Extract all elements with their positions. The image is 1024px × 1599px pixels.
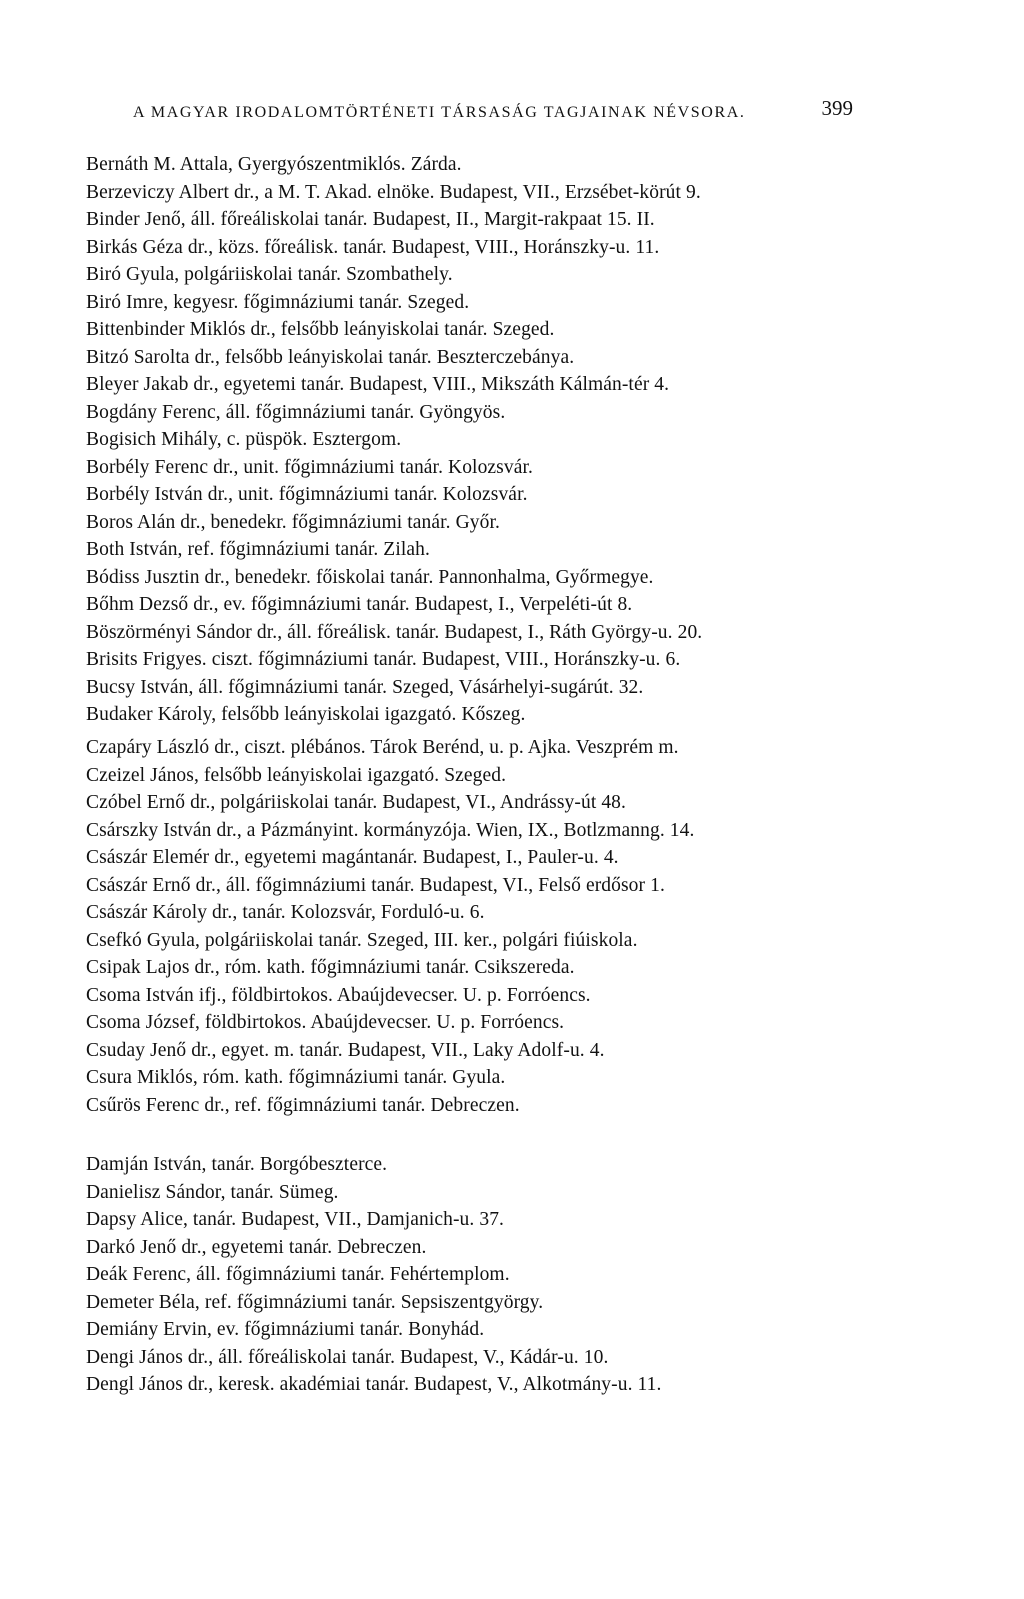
member-entry: Damján István, tanár. Borgóbeszterce. bbox=[86, 1154, 388, 1175]
member-entry: Csoma István ifj., földbirtokos. Abaújdevecser. U. p. Forróencs. bbox=[86, 984, 591, 1006]
member-entry: Csűrös Ferenc dr., ref. főgimnáziumi tanár. Debreczen. bbox=[86, 1094, 520, 1116]
member-entry: Bittenbinder Miklós dr., felsőbb leányiskolai tanár. Szeged. bbox=[86, 319, 555, 340]
page-number: 399 bbox=[821, 96, 853, 120]
member-entry: Birkás Géza dr., közs. főreálisk. tanár. Budapest, VIII., Horánszky-u. 11. bbox=[86, 236, 660, 258]
member-entry: Bernáth M. Attala, Gyergyószentmiklós. Zárda. bbox=[86, 154, 462, 175]
member-entry: Dengl János dr., keresk. akadémiai tanár. Budapest, V., Alkotmány-u. 11. bbox=[86, 1374, 662, 1395]
member-entry: Czeizel János, felsőbb leányiskolai igazgató. Szeged. bbox=[86, 764, 507, 786]
member-entry: Biró Gyula, polgáriiskolai tanár. Szombathely. bbox=[86, 264, 453, 285]
page-title: A MAGYAR IRODALOMTÖRTÉNETI TÁRSASÁG TAGJAINAK NÉVSORA. bbox=[133, 104, 746, 121]
member-entry: Binder Jenő, áll. főreáliskolai tanár. Budapest, II., Margit-rakpaat 15. II. bbox=[86, 209, 655, 230]
member-entry: Csuday Jenő dr., egyet. m. tanár. Budapest, VII., Laky Adolf-u. 4. bbox=[86, 1039, 605, 1061]
member-entry: Bódiss Jusztin dr., benedekr. főiskolai tanár. Pannonhalma, Győrmegye. bbox=[86, 566, 654, 588]
member-entry: Biró Imre, kegyesr. főgimnáziumi tanár. Szeged. bbox=[86, 291, 470, 313]
member-entry: Császár Ernő dr., áll. főgimnáziumi tanár. Budapest, VI., Felső erdősor 1. bbox=[86, 874, 665, 896]
member-entry: Darkó Jenő dr., egyetemi tanár. Debreczen. bbox=[86, 1236, 427, 1258]
member-entry: Berzeviczy Albert dr., a M. T. Akad. elnöke. Budapest, VII., Erzsébet-körút 9. bbox=[86, 181, 701, 203]
member-entry: Dengi János dr., áll. főreáliskolai tanár. Budapest, V., Kádár-u. 10. bbox=[86, 1346, 609, 1368]
member-entry: Both István, ref. főgimnáziumi tanár. Zilah. bbox=[86, 539, 430, 560]
member-list-b bbox=[86, 151, 846, 729]
member-entry: Csura Miklós, róm. kath. főgimnáziumi tanár. Gyula. bbox=[86, 1067, 506, 1088]
member-entry: Czóbel Ernő dr., polgáriiskolai tanár. Budapest, VI., Andrássy-út 48. bbox=[86, 792, 626, 813]
member-entry: Borbély István dr., unit. főgimnáziumi tanár. Kolozsvár. bbox=[86, 484, 528, 505]
member-entry: Dapsy Alice, tanár. Budapest, VII., Damjanich-u. 37. bbox=[86, 1209, 505, 1230]
member-entry: Csárszky István dr., a Pázmányint. kormányzója. Wien, IX., Botlzmanng. 14. bbox=[86, 819, 695, 841]
member-entry: Csipak Lajos dr., róm. kath. főgimnáziumi tanár. Csikszereda. bbox=[86, 957, 575, 978]
member-entry: Bőhm Dezső dr., ev. főgimnáziumi tanár. Budapest, I., Verpeléti-út 8. bbox=[86, 594, 633, 615]
member-entry: Böszörményi Sándor dr., áll. főreálisk. tanár. Budapest, I., Ráth György-u. 20. bbox=[86, 621, 703, 643]
member-entry: Boros Alán dr., benedekr. főgimnáziumi tanár. Győr. bbox=[86, 511, 500, 533]
member-entry: Budaker Károly, felsőbb leányiskolai igazgató. Kőszeg. bbox=[86, 704, 526, 725]
member-entry: Deák Ferenc, áll. főgimnáziumi tanár. Fehértemplom. bbox=[86, 1264, 510, 1285]
member-entry: Bitzó Sarolta dr., felsőbb leányiskolai tanár. Beszterczebánya. bbox=[86, 346, 575, 368]
member-entry: Bucsy István, áll. főgimnáziumi tanár. Szeged, Vásárhelyi-sugárút. 32. bbox=[86, 676, 644, 698]
member-entry: Demeter Béla, ref. főgimnáziumi tanár. Sepsiszentgyörgy. bbox=[86, 1291, 544, 1313]
member-list-c bbox=[86, 734, 846, 1119]
member-entry: Császár Elemér dr., egyetemi magántanár. Budapest, I., Pauler-u. 4. bbox=[86, 847, 619, 868]
member-entry: Brisits Frigyes. ciszt. főgimnáziumi tanár. Budapest, VIII., Horánszky-u. 6. bbox=[86, 649, 681, 670]
member-entry: Czapáry László dr., ciszt. plébános. Tárok Berénd, u. p. Ajka. Veszprém m. bbox=[86, 737, 679, 758]
member-entry: Danielisz Sándor, tanár. Sümeg. bbox=[86, 1181, 339, 1203]
member-entry: Bleyer Jakab dr., egyetemi tanár. Budapest, VIII., Mikszáth Kálmán-tér 4. bbox=[86, 374, 670, 395]
member-entry: Bogdány Ferenc, áll. főgimnáziumi tanár. Gyöngyös. bbox=[86, 401, 506, 423]
running-header bbox=[133, 96, 853, 126]
member-entry: Demiány Ervin, ev. főgimnáziumi tanár. Bonyhád. bbox=[86, 1319, 485, 1340]
member-list-d bbox=[86, 1151, 846, 1399]
member-entry: Borbély Ferenc dr., unit. főgimnáziumi tanár. Kolozsvár. bbox=[86, 456, 533, 478]
member-entry: Bogisich Mihály, c. püspök. Esztergom. bbox=[86, 429, 402, 450]
member-entry: Csoma József, földbirtokos. Abaújdevecser. U. p. Forróencs. bbox=[86, 1012, 565, 1033]
member-entry: Csefkó Gyula, polgáriiskolai tanár. Szeged, III. ker., polgári fiúiskola. bbox=[86, 929, 638, 951]
member-entry: Császár Károly dr., tanár. Kolozsvár, Forduló-u. 6. bbox=[86, 902, 485, 923]
